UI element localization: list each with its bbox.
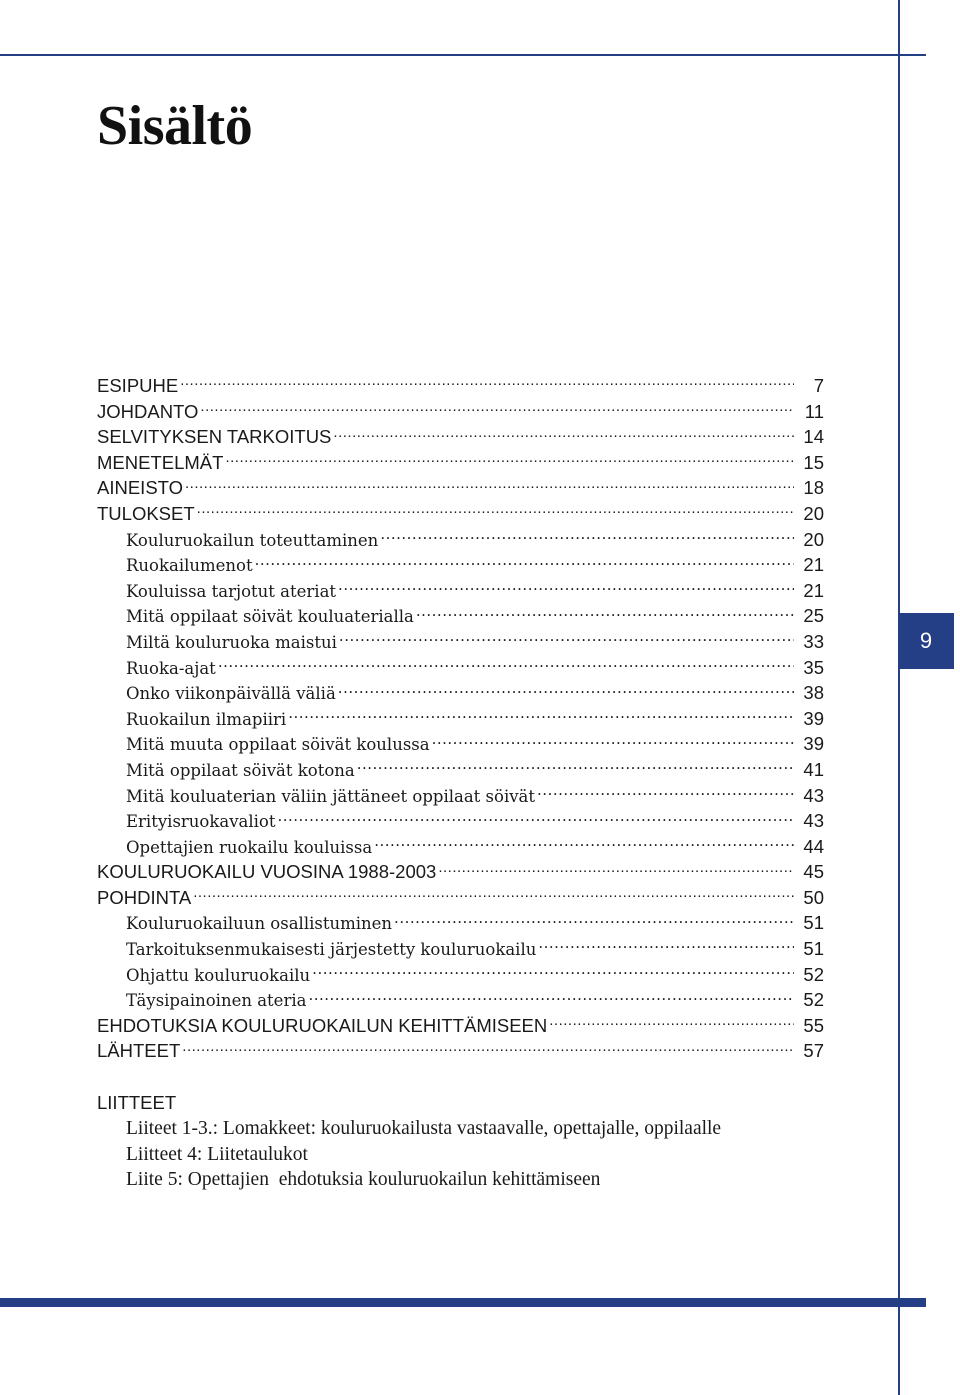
dot-leader — [537, 785, 794, 802]
toc-entry[interactable] — [97, 834, 824, 860]
dot-leader — [357, 759, 794, 776]
toc-entry-label: Miltä kouluruoka maistui — [126, 632, 337, 652]
toc-entry-label: Onko viikonpäivällä väliä — [126, 684, 336, 704]
toc-entry-label: Ruoka-ajat — [126, 658, 216, 678]
dot-leader — [255, 555, 794, 572]
appendix-item: Liiteet 1-3.: Lomakkeet: kouluruokailusta vastaavalle, opettajalle, oppilaalle — [126, 1118, 722, 1139]
toc-entry-page: 20 — [803, 502, 824, 524]
toc-entry-page: 45 — [803, 861, 824, 883]
toc-entry-label: Mitä muuta oppilaat söivät koulussa — [126, 735, 430, 755]
dot-leader — [338, 580, 794, 597]
dot-leader — [338, 683, 794, 700]
toc-entry-label: AINEISTO — [97, 477, 184, 499]
toc-entry[interactable] — [97, 629, 824, 655]
toc-entry-page: 52 — [803, 963, 824, 985]
dot-leader — [394, 913, 794, 930]
toc-entry[interactable] — [97, 731, 824, 757]
toc-entry[interactable] — [97, 987, 824, 1013]
toc-entry-label: Kouluruokailun toteuttaminen — [126, 530, 379, 550]
dot-leader — [549, 1013, 794, 1032]
toc-entry[interactable] — [97, 757, 824, 783]
toc-entry-page: 21 — [803, 554, 824, 576]
toc-entry[interactable] — [97, 552, 824, 578]
toc-entry-page: 43 — [803, 784, 824, 806]
toc-entry-page: 21 — [803, 579, 824, 601]
toc-entry-label: Kouluissa tarjotut ateriat — [126, 581, 337, 601]
dot-leader — [416, 606, 794, 623]
toc-entry[interactable] — [97, 910, 824, 936]
toc-entry[interactable] — [97, 706, 824, 732]
toc-entry-page: 33 — [803, 630, 824, 652]
page-edge-rule — [898, 0, 900, 1395]
toc-entry-page: 50 — [803, 886, 824, 908]
dot-leader — [218, 657, 794, 674]
toc-entry-page: 39 — [803, 733, 824, 755]
toc-entry-label: EHDOTUKSIA KOULURUOKAILUN KEHITTÄMISEEN — [97, 1014, 548, 1036]
toc-entry-label: SELVITYKSEN TARKOITUS — [97, 426, 332, 448]
dot-leader — [308, 990, 794, 1007]
toc-entry[interactable] — [97, 859, 824, 885]
toc-entry-page: 41 — [803, 758, 824, 780]
toc-entry-label: ESIPUHE — [97, 375, 179, 396]
toc-entry-label: Ruokailumenot — [126, 556, 253, 576]
appendix-section — [97, 1090, 857, 1193]
dot-leader — [538, 939, 794, 956]
toc-entry-label: POHDINTA — [97, 886, 192, 908]
toc-entry[interactable] — [97, 1038, 824, 1064]
appendix-heading: LIITTEET — [97, 1092, 177, 1113]
appendix-list — [97, 1116, 857, 1193]
dot-leader — [288, 708, 794, 725]
page-number-tab — [898, 613, 954, 669]
toc-entry[interactable] — [97, 475, 824, 501]
toc-entry[interactable] — [97, 424, 824, 450]
dot-leader — [225, 450, 794, 469]
dot-leader — [312, 964, 794, 981]
dot-leader — [432, 734, 794, 751]
appendix-item: Liitteet 4: Liitetaulukot — [126, 1143, 308, 1165]
toc-entry-page: 44 — [803, 835, 824, 857]
dot-leader — [438, 860, 794, 879]
toc-entry-label: Opettajien ruokailu kouluissa — [126, 837, 373, 857]
toc-entry-page: 25 — [803, 605, 824, 627]
toc-entry-label: Ohjattu kouluruokailu — [126, 965, 311, 985]
toc-entry[interactable] — [97, 680, 824, 706]
page-number: 9 — [919, 628, 933, 653]
toc-entry-label: Mitä kouluaterian väliin jättäneet oppilaat söivät — [126, 786, 536, 806]
dot-leader — [333, 425, 794, 444]
header-rule — [0, 54, 926, 56]
toc-entry[interactable] — [97, 936, 824, 962]
toc-entry-label: Ruokailun ilmapiiri — [126, 709, 287, 729]
toc-entry[interactable] — [97, 501, 824, 527]
table-of-contents — [97, 373, 824, 1064]
toc-entry-label: Täysipainoinen ateria — [126, 991, 307, 1011]
dot-leader — [380, 529, 794, 546]
toc-entry-label: TULOKSET — [97, 502, 195, 524]
toc-entry[interactable] — [97, 962, 824, 988]
toc-entry[interactable] — [97, 885, 824, 911]
toc-entry-label: LÄHTEET — [97, 1040, 181, 1062]
dot-leader — [182, 1039, 794, 1058]
toc-entry[interactable] — [97, 578, 824, 604]
dot-leader — [197, 501, 794, 520]
toc-entry-page: 35 — [803, 656, 824, 678]
toc-entry-page: 11 — [804, 400, 824, 422]
toc-entry[interactable] — [97, 373, 824, 399]
dot-leader — [185, 476, 794, 495]
toc-entry-page: 43 — [803, 810, 824, 832]
toc-entry[interactable] — [97, 399, 824, 425]
toc-entry-label: Tarkoituksenmukaisesti järjestetty kouluruokailu — [126, 940, 537, 960]
toc-entry-page: 39 — [803, 707, 824, 729]
dot-leader — [180, 374, 794, 393]
toc-entry-page: 51 — [803, 938, 824, 960]
toc-entry-page: 7 — [813, 375, 824, 396]
toc-entry[interactable] — [97, 1013, 824, 1039]
toc-entry-label: Kouluruokailuun osallistuminen — [126, 914, 393, 934]
toc-entry[interactable] — [97, 655, 824, 681]
dot-leader — [374, 836, 794, 853]
appendix-item: Liite 5: Opettajien ehdotuksia kouluruokailun kehittämiseen — [126, 1169, 601, 1191]
dot-leader — [200, 399, 794, 418]
page-title: Sisältö — [97, 95, 253, 157]
toc-entry-page: 51 — [803, 912, 824, 934]
toc-entry-label: JOHDANTO — [97, 400, 199, 422]
toc-entry-page: 38 — [803, 682, 824, 704]
toc-entry-label: Mitä oppilaat söivät kouluaterialla — [126, 607, 414, 627]
toc-entry[interactable] — [97, 527, 824, 553]
footer-rule — [0, 1298, 926, 1307]
toc-entry-page: 18 — [803, 477, 824, 499]
dot-leader — [193, 885, 794, 904]
toc-entry[interactable] — [97, 808, 824, 834]
toc-entry-page: 14 — [803, 426, 824, 448]
toc-entry-label: KOULURUOKAILU VUOSINA 1988-2003 — [97, 861, 437, 883]
toc-entry-label: Mitä oppilaat söivät kotona — [126, 760, 355, 780]
toc-entry[interactable] — [97, 603, 824, 629]
toc-entry-page: 55 — [803, 1014, 824, 1036]
dot-leader — [339, 631, 794, 648]
toc-entry-page: 52 — [803, 989, 824, 1011]
toc-entry-page: 20 — [803, 528, 824, 550]
dot-leader — [277, 811, 794, 828]
toc-entry[interactable] — [97, 450, 824, 476]
toc-entry-page: 57 — [803, 1040, 824, 1062]
toc-entry[interactable] — [97, 783, 824, 809]
toc-entry-label: MENETELMÄT — [97, 451, 224, 473]
toc-entry-label: Erityisruokavaliot — [126, 812, 276, 832]
toc-entry-page: 15 — [803, 451, 824, 473]
